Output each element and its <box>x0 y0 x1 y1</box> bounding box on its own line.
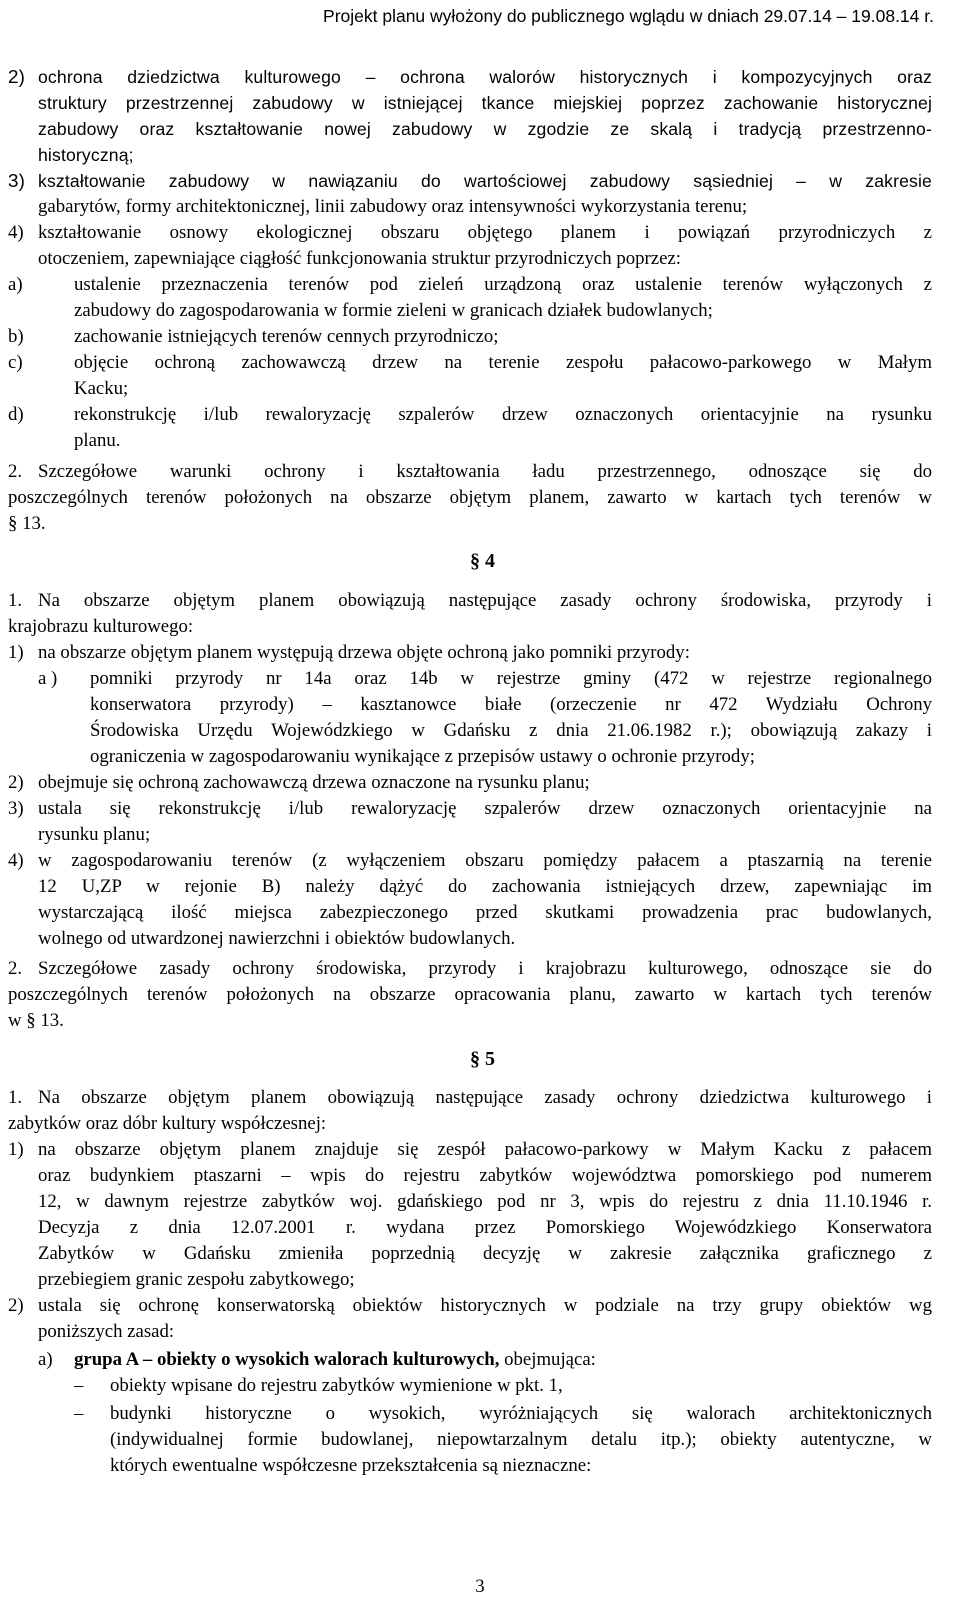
text-line: Decyzja z dnia 12.07.2001 r. wydana przez Pomorskiego Wojewódzkiego Konserwatora <box>38 1217 932 1238</box>
text-line: budynki historyczne o wysokich, wyróżniających się walorach architektonicznych <box>110 1403 932 1424</box>
text-line: wolnego od utwardzonej nawierzchni i obiektów budowlanych. <box>38 928 516 949</box>
text-line: na obszarze objętym planem występują drzewa objęte ochroną jako pomniki przyrody: <box>38 642 690 663</box>
text-line: rekonstrukcję i/lub rewaloryzację szpalerów drzew oznaczonych orientacyjnie na rysunku <box>74 404 932 425</box>
text-line: Środowiska Urzędu Wojewódzkiego w Gdańsku z dnia 21.06.1982 r.); obowiązują zakazy i <box>90 720 932 741</box>
group-a-rest: obejmująca: <box>499 1349 596 1370</box>
text-line: 12 U,ZP w rejonie B) należy dążyć do zachowania istniejących drzew, zapewniając im <box>38 876 932 897</box>
list-letter: d) <box>8 404 24 425</box>
page-number: 3 <box>475 1576 485 1597</box>
text-line: ochrona dziedzictwa kulturowego – ochrona walorów historycznych i kompozycyjnych oraz <box>38 67 932 87</box>
text-line: obiekty wpisane do rejestru zabytków wymienione w pkt. 1, <box>110 1375 563 1396</box>
text-line: rysunku planu; <box>38 824 151 845</box>
text-line: zabudowy do zagospodarowania w formie zieleni w granicach działek budowlanych; <box>74 300 713 321</box>
text-line: krajobrazu kulturowego: <box>8 616 194 637</box>
list-number: 1) <box>8 1139 24 1160</box>
section-number: 1. <box>8 590 23 611</box>
text-line: (indywidualnej formie budowlanej, niepowtarzalnym detalu itp.); obiekty autentyczne, w <box>110 1429 932 1450</box>
section-number: 2. <box>8 461 23 482</box>
text-line: struktury przestrzennej zabudowy w istniejącej tkance miejskiej poprzez zachowanie historycznej <box>38 93 932 113</box>
list-number: 4) <box>8 222 24 243</box>
group-a-title: grupa A – obiekty o wysokich walorach kulturowych, <box>74 1349 500 1370</box>
text-line: poniższych zasad: <box>38 1321 175 1342</box>
list-letter: a) <box>38 1349 53 1370</box>
text-line: w § 13. <box>8 1010 64 1031</box>
text-line: zabudowy oraz kształtowanie nowej zabudowy w zgodzie ze skalą i tradycją przestrzenno- <box>38 119 932 139</box>
list-letter: c) <box>8 352 23 373</box>
text-line: 12, w dawnym rejestrze zabytków woj. gdańskiego pod nr 3, wpis do rejestru z dnia 11.10.1946 r. <box>38 1191 932 1212</box>
text-line: Na obszarze objętym planem obowiązują następujące zasady ochrony dziedzictwa kulturowego i <box>38 1087 932 1108</box>
text-line: zachowanie istniejących terenów cennych przyrodniczo; <box>74 326 499 347</box>
section-heading: § 4 <box>470 550 495 572</box>
list-letter: b) <box>8 326 24 347</box>
list-number: 2) <box>8 772 24 793</box>
text-line: Szczegółowe warunki ochrony i kształtowania ładu przestrzennego, odnoszące się do <box>38 461 932 482</box>
list-number: 3) <box>8 170 25 191</box>
list-letter: a) <box>8 274 23 295</box>
text-line: w zagospodarowaniu terenów (z wyłączeniem obszaru pomiędzy pałacem a ptaszarnią na terenie <box>38 850 932 871</box>
text-line: § 13. <box>8 513 46 534</box>
dash-bullet: – <box>74 1375 84 1396</box>
text-line: przebiegiem granic zespołu zabytkowego; <box>38 1269 355 1290</box>
text-line: ustala się rekonstrukcję i/lub rewaloryzację szpalerów drzew oznaczonych orientacyjnie na <box>38 798 932 819</box>
text-line: ograniczenia w zagospodarowaniu wynikające z przepisów ustawy o ochronie przyrody; <box>90 746 755 767</box>
text-line: obejmuje się ochroną zachowawczą drzewa oznaczone na rysunku planu; <box>38 772 590 793</box>
list-number: 2) <box>8 66 25 87</box>
text-line: ustalenie przeznaczenia terenów pod zieleń urządzoną oraz ustalenie terenów wyłączonych z <box>74 274 932 295</box>
text-line: historyczną; <box>38 145 134 165</box>
text-line: Szczegółowe zasady ochrony środowiska, przyrody i krajobrazu kulturowego, odnoszące sie do <box>38 958 932 979</box>
text-line: zabytków oraz dóbr kultury współczesnej: <box>8 1113 327 1134</box>
text-line: objęcie ochroną zachowawczą drzew na terenie zespołu pałacowo-parkowego w Małym <box>74 352 932 373</box>
text-line: Zabytków w Gdańsku zmieniła poprzednią decyzję w zakresie załącznika graficznego z <box>38 1243 932 1264</box>
text-line: kształtowanie osnowy ekologicznej obszaru objętego planem i powiązań przyrodniczych z <box>38 222 932 243</box>
text-line: których ewentualne współczesne przekształcenia są nieznaczne: <box>110 1455 592 1476</box>
text-line: konserwatora przyrody) – kasztanowce białe (orzeczenie nr 472 Wydziału Ochrony <box>90 694 932 715</box>
text-line: Na obszarze objętym planem obowiązują następujące zasady ochrony środowiska, przyrody i <box>38 590 932 611</box>
text-line: poszczególnych terenów położonych na obszarze objętym planem, zawarto w kartach tych terenów w <box>8 487 932 508</box>
text-line: ustala się ochronę konserwatorską obiektów historycznych w podziale na trzy grupy obiektów wg <box>38 1295 932 1316</box>
text-line: wystarczającą ilość miejsca zabezpieczonego przed skutkami prowadzenia prac budowlanych, <box>38 902 932 923</box>
text-line: kształtowanie zabudowy w nawiązaniu do wartościowej zabudowy sąsiedniej – w zakresie <box>38 171 932 191</box>
text-line: gabarytów, formy architektonicznej, linii zabudowy oraz intensywności wykorzystania terenu; <box>38 196 748 217</box>
section-number: 2. <box>8 958 23 979</box>
list-number: 3) <box>8 798 24 819</box>
section-number: 1. <box>8 1087 23 1108</box>
text-line: Kacku; <box>74 378 129 399</box>
list-letter: a ) <box>38 668 58 689</box>
page-header: Projekt planu wyłożony do publicznego wglądu w dniach 29.07.14 – 19.08.14 r. <box>323 6 934 26</box>
text-line: planu. <box>74 430 121 451</box>
text-line: poszczególnych terenów położonych na obszarze opracowania planu, zawarto w kartach tych terenów <box>8 984 932 1005</box>
list-number: 1) <box>8 642 24 663</box>
group-a-line <box>74 1347 596 1373</box>
dash-bullet: – <box>74 1403 84 1424</box>
section-heading: § 5 <box>470 1048 495 1070</box>
text-line: pomniki przyrody nr 14a oraz 14b w rejestrze gminy (472 w rejestrze regionalnego <box>90 668 932 689</box>
list-number: 4) <box>8 850 24 871</box>
text-line: oraz budynkiem ptaszarni – wpis do rejestru zabytków województwa pomorskiego pod numerem <box>38 1165 932 1186</box>
text-line: na obszarze objętym planem znajduje się zespół pałacowo-parkowy w Małym Kacku z pałacem <box>38 1139 932 1160</box>
text-line: otoczeniem, zapewniające ciągłość funkcjonowania struktur przyrodniczych poprzez: <box>38 248 681 269</box>
list-number: 2) <box>8 1295 24 1316</box>
